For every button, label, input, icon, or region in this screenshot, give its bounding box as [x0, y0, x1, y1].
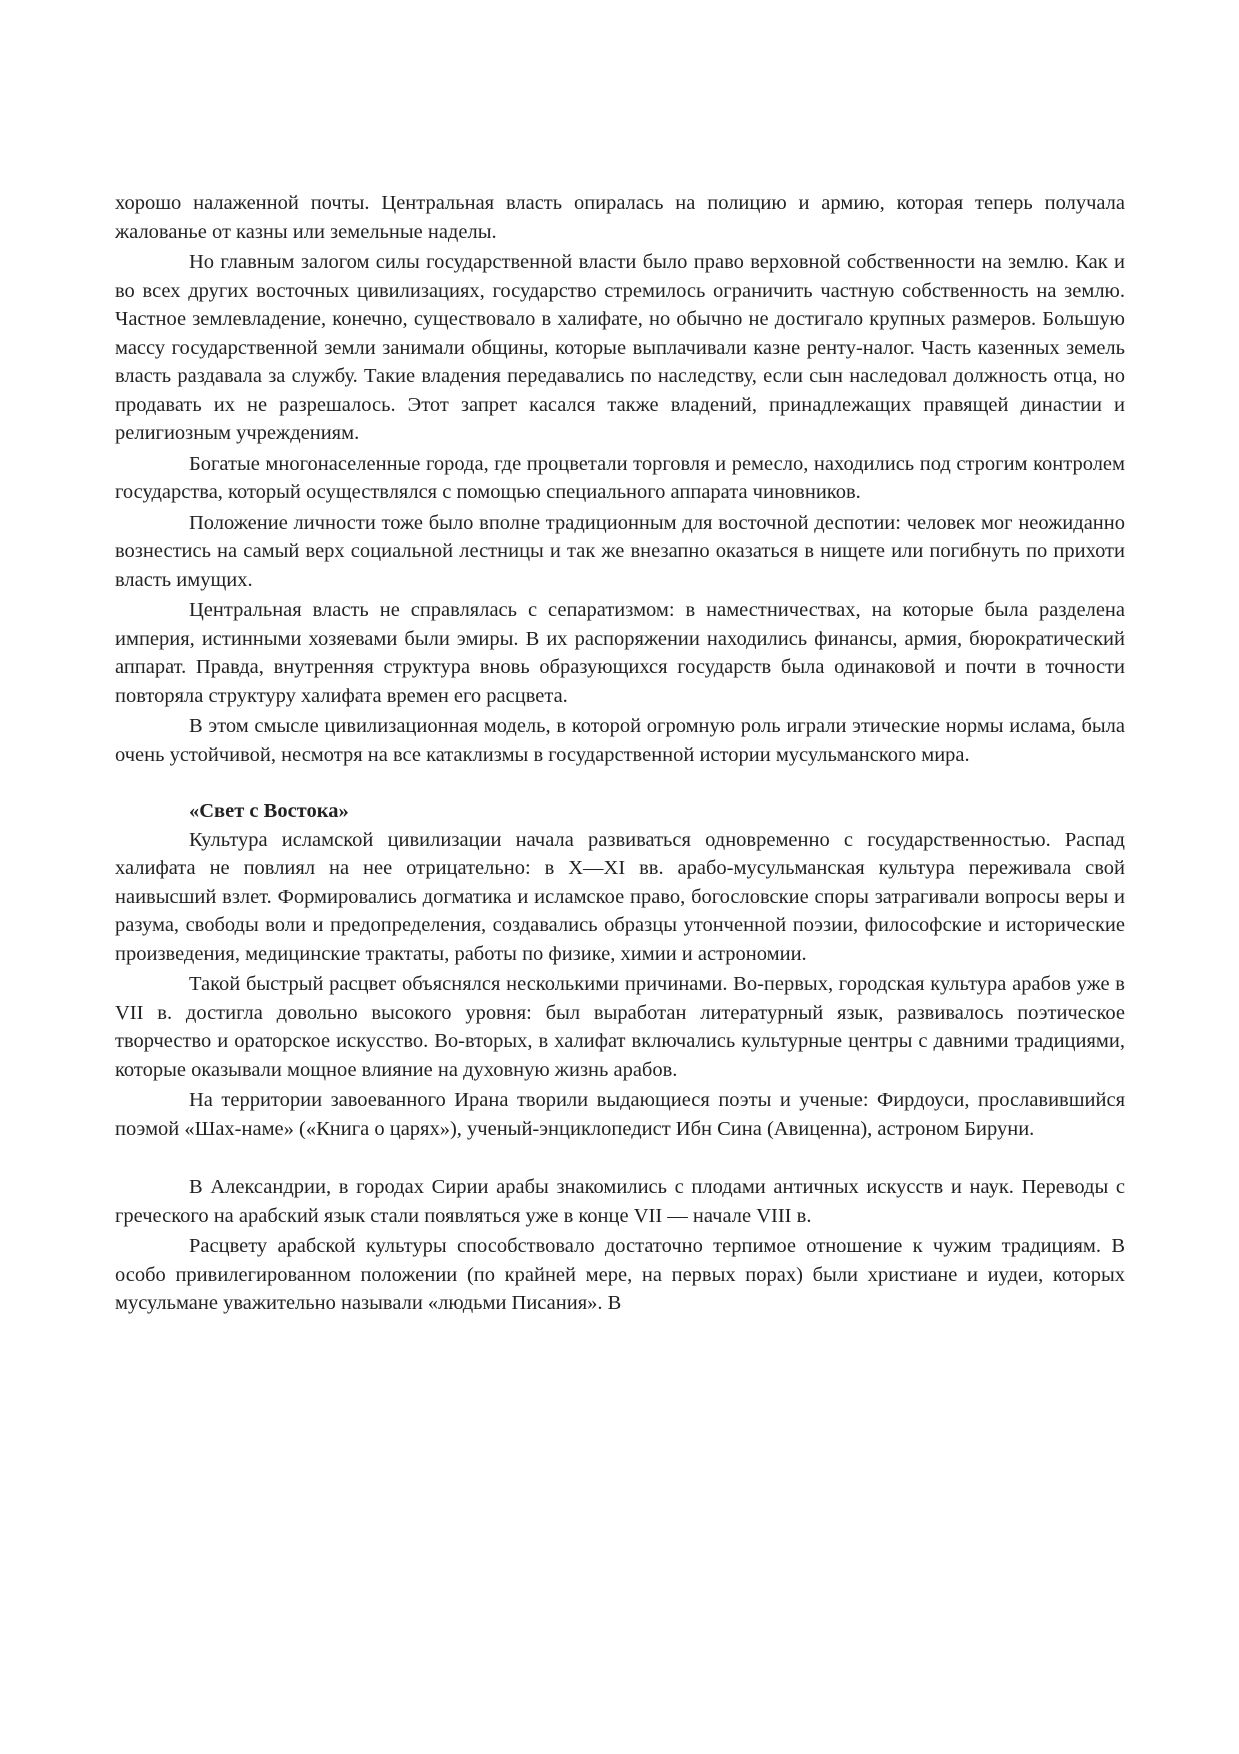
- paragraph-civilization-model: В этом смысле цивилизационная модель, в которой огромную роль играли этические нормы ислама, была очень устойчивой, несмотря на все катаклизмы в государственной истории мусульманского мира.: [115, 715, 1125, 766]
- paragraph-land-ownership: Но главным залогом силы государственной власти было право верховной собственности на землю. Как и во всех других восточных цивилизациях, государство стремилось ограничить частную собственность на землю. Частное землевладение, конечно, существовало в халифате, но обычно не достигало крупных размеров. Большую массу государственной земли занимали общины, которые выплачивали казне ренту-налог. Часть казенных земель власть раздавала за службу. Такие владения передавались по наследству, если сын наследовал должность отца, но продавать их не разрешалось. Этот запрет касался также владений, принадлежащих правящей династии и религиозным учреждениям.: [115, 251, 1125, 444]
- paragraph-tolerance: Расцвету арабской культуры способствовало достаточно терпимое отношение к чужим традициям. В особо привилегированном положении (по крайней мере, на первых порах) были христиане и иудеи, которых мусульмане уважительно называли «людьми Писания». В: [115, 1235, 1125, 1314]
- document-page: [115, 189, 1125, 1320]
- paragraph-personality: Положение личности тоже было вполне традиционным для восточной деспотии: человек мог неожиданно вознестись на самый верх социальной лестницы и так же внезапно оказаться в нищете или погибнуть по прихоти власть имущих.: [115, 511, 1125, 591]
- paragraph-continuation: хорошо налаженной почты. Центральная власть опиралась на полицию и армию, которая теперь получала жалованье от казны или земельные наделы.: [115, 192, 1125, 243]
- paragraph-alexandria: В Александрии, в городах Сирии арабы знакомились с плодами античных искусств и наук. Переводы с греческого на арабский язык стали появляться уже в конце VII — начале VIII в.: [115, 1176, 1125, 1227]
- paragraph-iran: На территории завоеванного Ирана творили выдающиеся поэты и ученые: Фирдоуси, прославившийся поэмой «Шах-наме» («Книга о царях»), ученый-энциклопедист Ибн Сина (Авиценна), астроном Бируни.: [115, 1089, 1125, 1140]
- paragraph-culture: Культура исламской цивилизации начала развиваться одновременно с государственностью. Распад халифата не повлиял на нее отрицательно: в X—XI вв. арабо-мусульманская культура переживала свой наивысший взлет. Формировались догматика и исламское право, богословские споры затрагивали вопросы веры и разума, свободы воли и предопределения, создавались образцы утонченной поэзии, философские и исторические произведения, медицинские трактаты, работы по физике, химии и астрономии.: [115, 828, 1125, 965]
- paragraph-reasons: Такой быстрый расцвет объяснялся несколькими причинами. Во-первых, городская культура арабов уже в VII в. достигла довольно высокого уровня: был выработан литературный язык, развивалось поэтическое творчество и ораторское искусство. Во-вторых, в халифат включались культурные центры с давними традициями, которые оказывали мощное влияние на духовную жизнь арабов.: [115, 973, 1125, 1081]
- paragraph-cities: Богатые многонаселенные города, где процветали торговля и ремесло, находились под строгим контролем государства, который осуществлялся с помощью специального аппарата чиновников.: [115, 452, 1125, 503]
- paragraph-separatism: Центральная власть не справлялась с сепаратизмом: в наместничествах, на которые была разделена империя, истинными хозяевами были эмиры. В их распоряжении находились финансы, армия, бюрократический аппарат. Правда, внутренняя структура вновь образующихся государств была одинаковой и почти в точности повторяла структуру халифата времен его расцвета.: [115, 599, 1125, 707]
- section-heading: «Свет с Востока»: [189, 800, 349, 822]
